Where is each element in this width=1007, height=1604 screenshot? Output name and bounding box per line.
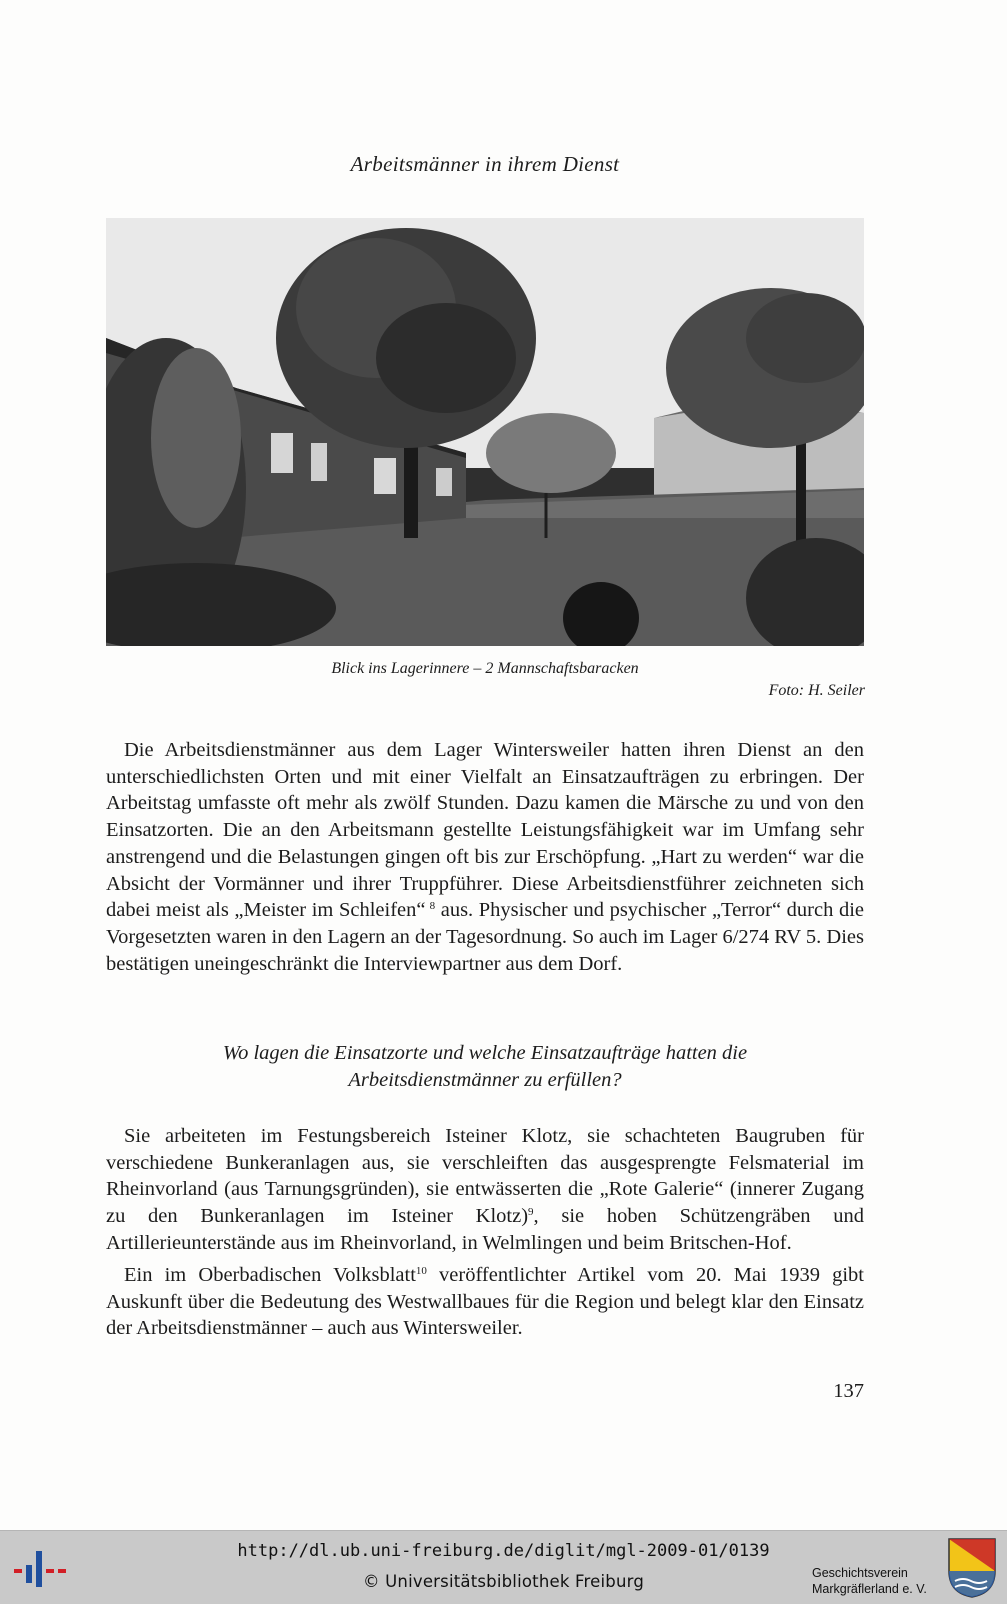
society-name-line: Markgräflerland e. V. xyxy=(812,1582,927,1596)
footnote-ref: 8 xyxy=(429,900,436,913)
section-heading-line: Arbeitsdienstmänner zu erfüllen? xyxy=(348,1069,622,1091)
photo-barracks xyxy=(106,218,864,646)
photo-caption: Blick ins Lagerinnere – 2 Mannschaftsbaracken xyxy=(331,660,639,677)
photo-credit: Foto: H. Seiler xyxy=(768,682,865,699)
copyright-text: © Universitätsbibliothek Freiburg xyxy=(362,1572,644,1591)
paragraph-text: Die Arbeitsdienstmänner aus dem Lager Wintersweiler hatten ihren Dienst an den unterschiedlichsten Orten und mit einer Vielfalt an Einsatzaufträgen zu erbringen. Der Arbeitstag umfasste oft mehr als zwölf Stunden. Dazu kamen die Märsche zu und von den Einsatzorten. Die an den Arbeitsmann gestellte Leistungsfähigkeit war im Umfang sehr anstrengend und die Belastungen gingen oft bis zur Erschöpfung. „Hart zu werden“ war die Absicht der Vormänner und ihrer Truppführer. Diese Arbeitsdienstführer zeichneten sich dabei meist als „Meister im Schleifen“ xyxy=(106,739,864,922)
society-name xyxy=(812,1565,942,1597)
permalink-link[interactable]: http://dl.ub.uni-freiburg.de/diglit/mgl-2009-01/0139 xyxy=(237,1541,770,1561)
footer-bar xyxy=(0,1530,1007,1604)
photo-barracks-image xyxy=(106,218,864,646)
running-head: Arbeitsmänner in ihrem Dienst xyxy=(350,152,620,176)
footnote-ref: 9 xyxy=(528,1206,534,1219)
paragraph-text: veröffentlichter Artikel vom 20. Mai 1939 gibt Auskunft über die Bedeutung des Westwallbaues für die Region und belegt klar den Einsatz der Arbeitsdienstmänner – auch aus Wintersweiler. xyxy=(106,1264,864,1340)
society-name-line: Geschichtsverein xyxy=(812,1566,908,1580)
section-heading xyxy=(106,1040,864,1094)
society-crest-icon xyxy=(947,1537,997,1599)
body-paragraph xyxy=(106,1262,864,1342)
paragraph-text: Ein im Oberbadischen Volksblatt xyxy=(124,1264,416,1286)
paragraph-text: Sie arbeiteten im Festungsbereich Isteiner Klotz, sie schachteten Baugruben für verschiedene Bunkeranlagen aus, sie verschleiften das ausgesprengte Felsmaterial im Rheinvorland (aus Tarnungsgründen), sie entwässerten die „Rote Galerie“ (innerer Zugang zu den Bunkeranlagen im Isteiner Klotz) xyxy=(106,1125,864,1228)
paragraph-text: aus. Physischer und psychischer „Terror“ durch die Vorgesetzten waren in den Lagern an der Tagesordnung. So auch im Lager 6/274 RV 5. Dies bestätigen uneingeschränkt die Interviewpartner aus dem Dorf. xyxy=(106,899,864,975)
body-paragraph xyxy=(106,737,864,977)
footnote-ref: 10 xyxy=(415,1265,427,1277)
section-heading-line: Wo lagen die Einsatzorte und welche Einsatzaufträge hatten die xyxy=(222,1042,748,1064)
page-number: 137 xyxy=(833,1380,864,1402)
body-paragraph xyxy=(106,1123,864,1257)
paragraph-text: , sie hoben Schützengräben und Artillerieunterstände aus im Rheinvorland, in Welmlingen und beim Britschen-Hof. xyxy=(106,1205,864,1254)
